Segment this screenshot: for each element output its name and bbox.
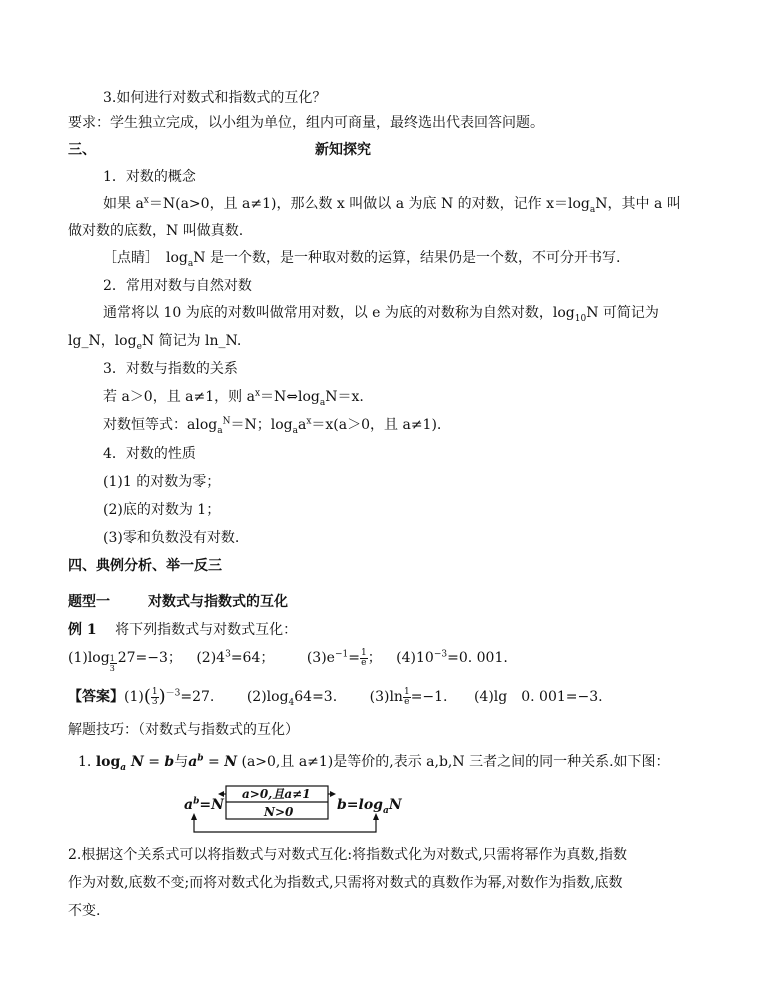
tip-2-line3: 不变. (68, 903, 101, 919)
example-1-items: (1)log $\frac{1}{3}$ 27=−3； $(2)4^3=64$； $(3)e^{-1}=$ $\frac{1}{e}$ ； $(4)10^{-3}=0$. 001. (68, 647, 508, 673)
question-3: 3.如何进行对数式和指数式的互化？ (103, 90, 327, 106)
log-exp-relation-diagram (180, 783, 402, 838)
property-item: (3)零和负数没有对数. (103, 530, 240, 546)
tip-2-line2: 作为对数,底数不变;而将对数式化为指数式,只需将对数式的真数作为幂,对数作为指数,底数 (68, 875, 623, 891)
example-1: 例 1 将下列指数式与对数式互化： (68, 622, 298, 638)
common-log-line2: lg_N，$\log_eN$ 简记为 ln_N. (68, 333, 242, 352)
requirement-text: 要求：学生独立完成，以小组为单位，组内可商量，最终选出代表回答问题。 (68, 115, 544, 131)
tip-2-line1: 2.根据这个关系式可以将指数式与对数式互化:将指数式化为对数式,只需将幂作为真数,指数 (68, 847, 627, 863)
log-identity-line: 对数恒等式：alog$_a^N$＝N；$\log_aa^x=x(a>0$，且 a≠1). (103, 416, 442, 436)
properties-heading: 4．对数的性质 (103, 446, 196, 462)
section-3-title: 新知探究 (315, 142, 371, 158)
section-4-title: 四、典例分析、举一反三 (68, 558, 222, 574)
concept-definition-line2: 做对数的底数，N 叫做真数. (68, 223, 244, 239)
diagram-right-label: $b=\log_aN$ (337, 797, 402, 816)
diagram-top-condition: a>0,且a≠1 (242, 787, 311, 801)
skill-heading: 解题技巧：（对数式与指数式的互化） (68, 722, 299, 738)
relation-line1: 若 a＞0，且 a≠1，则 $a^x=N\Leftrightarrow\log_aN=x$. (103, 388, 364, 408)
answer-line: 【答案】(1)( $\frac{1}{3}$ )$^{-3}$=27. $(2)\log_464=3$. (3)ln $\frac{1}{e}$ =−1. (4)lg 0. 001=−3. (68, 686, 603, 708)
concept-heading: 1．对数的概念 (103, 169, 196, 185)
tip-1: 1. $\log_a N = b$与$a^b = N$ (a>0,且 a≠1)是等价的,表示 a,b,N 三者之间的同一种关系.如下图： (78, 753, 670, 773)
concept-definition-line1: 如果 $a^x=N(a>0$，且 a≠1)，那么数 x 叫做以 a 为底 N 的对数，记作 $x=\log_aN$，其中 a 叫 (103, 195, 681, 215)
type-1-title: 对数式与指数式的互化 (148, 594, 288, 610)
common-log-line1: 通常将以 10 为底的对数叫做常用对数，以 e 为底的对数称为自然对数，$\log_{10}N$ 可简记为 (103, 305, 659, 324)
property-item: (1)1 的对数为零； (103, 474, 221, 490)
section-3-number: 三、 (68, 142, 96, 158)
diagram-left-label: $a^b=N$ (184, 796, 224, 813)
diagram-bottom-condition: N>0 (264, 805, 294, 819)
common-log-heading: 2．常用对数与自然对数 (103, 278, 252, 294)
property-item: (2)底的对数为 1； (103, 502, 221, 518)
type-1-label: 题型一 (68, 594, 110, 610)
concept-note: ［点睛］ $\log_aN$ 是一个数，是一种取对数的运算，结果仍是一个数，不可分开书写. (103, 250, 621, 269)
relation-heading: 3．对数与指数的关系 (103, 361, 238, 377)
